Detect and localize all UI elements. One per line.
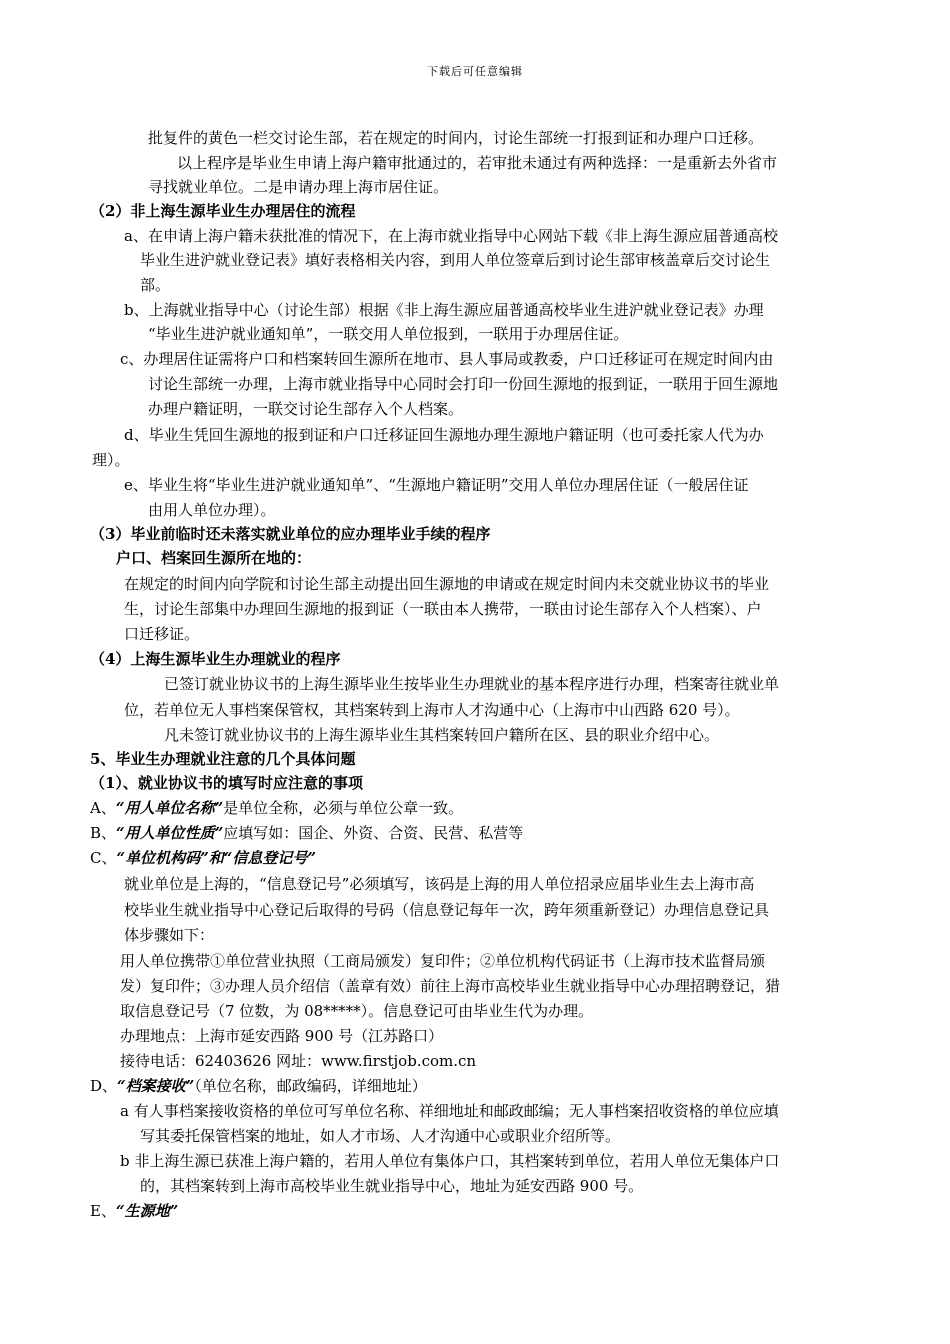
section-heading: （2）非上海生源毕业生办理居住的流程	[90, 202, 356, 220]
paragraph-line: 的，其档案转到上海市高校毕业生就业指导中心，地址为延安西路 900 号。	[140, 1177, 644, 1195]
paragraph-line: “毕业生进沪就业通知单”，一联交用人单位报到，一联用于办理居住证。	[148, 325, 629, 343]
list-item	[90, 821, 523, 845]
item-text: （单位名称，邮政编码，详细地址）	[194, 1077, 427, 1095]
paragraph-line: 写其委托保管档案的地址，如人才市场、人才沟通中心或职业介绍所等。	[140, 1127, 621, 1145]
list-item	[90, 1074, 427, 1098]
paragraph-line: 口迁移证。	[124, 625, 200, 643]
field-label: “单位机构码”和“信息登记号”	[116, 849, 316, 867]
list-item: b 非上海生源已获准上海户籍的，若用人单位有集体户口，其档案转到单位，若用人单位无集体户口	[120, 1152, 780, 1170]
paragraph-line: 由用人单位办理）。	[148, 501, 276, 519]
list-item	[90, 846, 316, 870]
section-heading: （1）、就业协议书的填写时应注意的事项	[90, 774, 363, 792]
paragraph-line: 凡未签订就业协议书的上海生源毕业生其档案转回户籍所在区、县的职业介绍中心。	[164, 726, 720, 744]
paragraph-line: 体步骤如下：	[124, 926, 215, 944]
paragraph-line: 寻找就业单位。二是申请办理上海市居住证。	[148, 178, 449, 196]
item-marker: B、	[90, 824, 117, 842]
paragraph-line: 部。	[140, 276, 171, 294]
paragraph-line: 理）。	[92, 451, 130, 469]
paragraph-line: 校毕业生就业指导中心登记后取得的号码（信息登记每年一次，跨年须重新登记）办理信息登记具	[124, 901, 770, 919]
item-text: 应填写如：国企、外资、合资、民营、私营等	[223, 824, 524, 842]
paragraph-line: 办理户籍证明，一联交讨论生部存入个人档案。	[148, 400, 464, 418]
address-line: 办理地点：上海市延安西路 900 号（江苏路口）	[120, 1027, 444, 1045]
item-text: 是单位全称，必须与单位公章一致。	[223, 799, 464, 817]
item-marker: C、	[90, 849, 117, 867]
paragraph-line: 用人单位携带①单位营业执照（工商局颁发）复印件；②单位机构代码证书（上海市技术监督局颁	[120, 952, 766, 970]
item-marker: E、	[90, 1202, 116, 1220]
list-item: a 有人事档案接收资格的单位可写单位名称、祥细地址和邮政邮编；无人事档案招收资格的单位应填	[120, 1102, 779, 1120]
item-marker: A、	[90, 799, 116, 817]
page-header: 下载后可任意编辑	[427, 65, 523, 78]
field-label: “用人单位性质”	[116, 824, 224, 842]
paragraph-line: 已签订就业协议书的上海生源毕业生按毕业生办理就业的基本程序进行办理，档案寄往就业单	[164, 675, 780, 693]
paragraph-line: 取信息登记号（7 位数，为 08*****）。信息登记可由毕业生代为办理。	[120, 1002, 594, 1020]
list-item: c、办理居住证需将户口和档案转回生源所在地市、县人事局或教委，户口迁移证可在规定时间内由	[120, 350, 774, 368]
field-label: “生源地”	[115, 1202, 179, 1220]
paragraph-line: 以上程序是毕业生申请上海户籍审批通过的，若审批未通过有两种选择：一是重新去外省市	[177, 154, 778, 172]
paragraph-line: 讨论生部统一办理，上海市就业指导中心同时会打印一份回生源地的报到证，一联用于回生源地	[148, 375, 779, 393]
list-item: d、毕业生凭回生源地的报到证和户口迁移证回生源地办理生源地户籍证明（也可委托家人代为办	[124, 426, 764, 444]
paragraph-line: 毕业生进沪就业登记表》填好表格相关内容，到用人单位签章后到讨论生部审核盖章后交讨论生	[140, 251, 771, 269]
list-item: b、上海就业指导中心（讨论生部）根据《非上海生源应届普通高校毕业生进沪就业登记表》办理	[124, 301, 764, 319]
field-label: “用人单位名称”	[115, 799, 224, 817]
list-item	[90, 796, 463, 820]
paragraph-line: 在规定的时间内向学院和讨论生部主动提出回生源地的申请或在规定时间内未交就业协议书的毕业	[124, 575, 770, 593]
sub-heading: 户口、档案回生源所在地的：	[116, 549, 312, 567]
paragraph-line: 位，若单位无人事档案保管权，其档案转到上海市人才沟通中心（上海市中山西路 620 号）。	[124, 701, 740, 719]
paragraph-line: 批复件的黄色一栏交讨论生部，若在规定的时间内，讨论生部统一打报到证和办理户口迁移。	[148, 129, 764, 147]
contact-line: 接待电话：62403626 网址：www.firstjob.com.cn	[120, 1052, 477, 1070]
list-item	[90, 1199, 178, 1223]
field-label: “档案接收”	[117, 1077, 195, 1095]
section-heading: （4）上海生源毕业生办理就业的程序	[90, 650, 341, 668]
item-marker: D、	[90, 1077, 118, 1095]
list-item: e、毕业生将“毕业生进沪就业通知单”、“生源地户籍证明”交用人单位办理居住证（一般居住证	[124, 476, 749, 494]
paragraph-line: 生，讨论生部集中办理回生源地的报到证（一联由本人携带，一联由讨论生部存入个人档案）、户	[124, 600, 762, 618]
section-heading: （3）毕业前临时还未落实就业单位的应办理毕业手续的程序	[90, 525, 491, 543]
section-heading: 5、毕业生办理就业注意的几个具体问题	[90, 750, 356, 768]
paragraph-line: 发）复印件；③办理人员介绍信（盖章有效）前往上海市高校毕业生就业指导中心办理招聘登记，猎	[120, 977, 781, 995]
list-item: a、在申请上海户籍未获批准的情况下，在上海市就业指导中心网站下载《非上海生源应届普通高校	[124, 227, 778, 245]
paragraph-line: 就业单位是上海的，“信息登记号”必须填写，该码是上海的用人单位招录应届毕业生去上海市高	[124, 875, 755, 893]
